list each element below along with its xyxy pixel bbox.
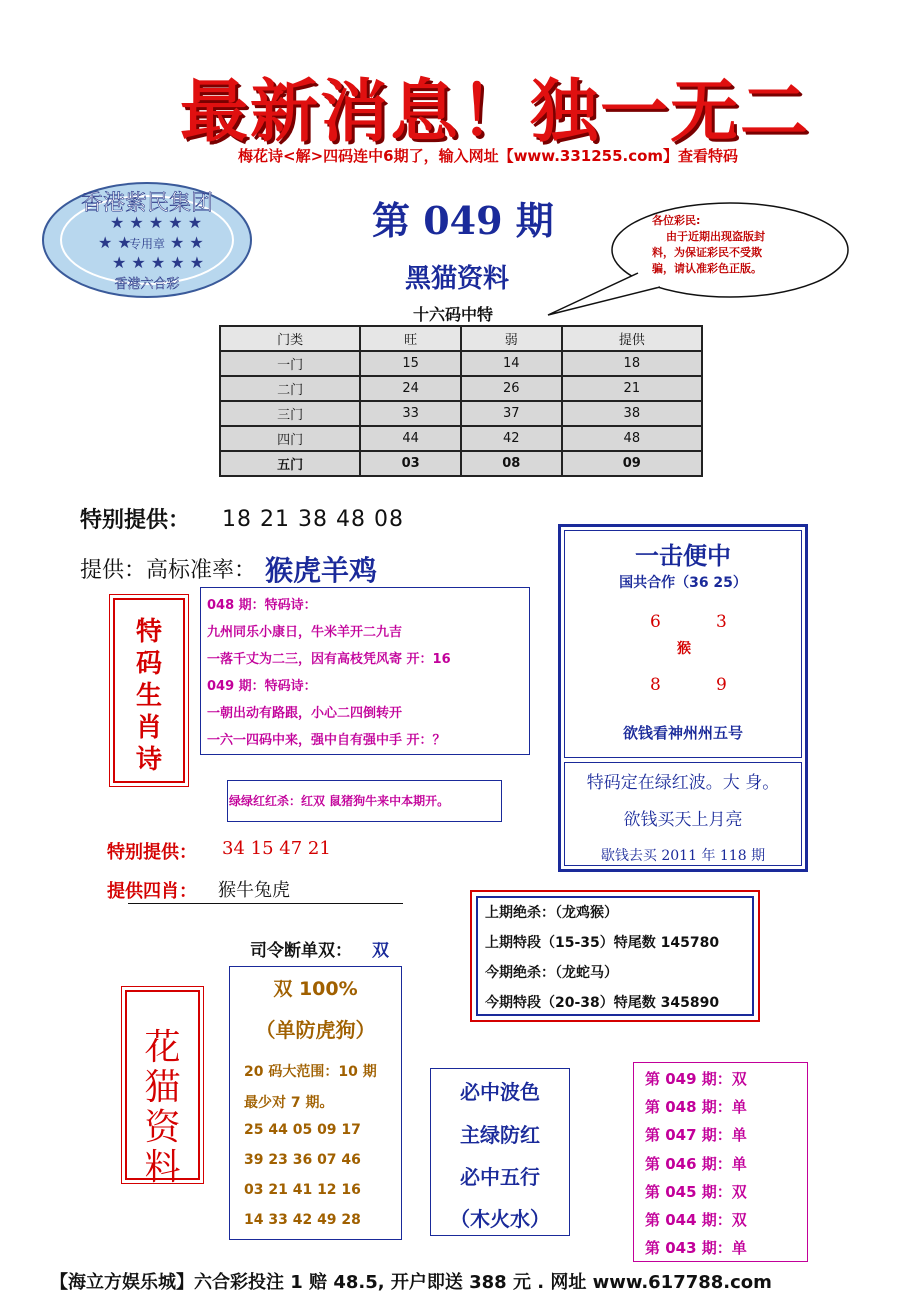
period-item: 第 044 期：双: [645, 1211, 747, 1229]
special-numbers: 18 21 38 48 08: [222, 507, 404, 532]
issue-number: 第 049 期: [372, 198, 554, 243]
table-row: [220, 401, 702, 426]
svg-text:★ ★: ★ ★: [170, 233, 204, 252]
svg-text:★ ★: ★ ★: [98, 233, 132, 252]
svg-text:★ ★ ★ ★ ★: ★ ★ ★ ★ ★: [112, 253, 205, 272]
table-header-row: [220, 326, 702, 351]
yiji-title: 一击便中: [635, 541, 731, 570]
yiji-n4: 9: [716, 675, 727, 695]
table-row: [220, 426, 702, 451]
wave-line: 必中五行: [460, 1165, 540, 1189]
table-header: 旺: [360, 326, 461, 351]
wave-line: 主绿防红: [460, 1123, 540, 1147]
yiji-n3: 8: [650, 675, 661, 695]
svg-text:★ ★ ★ ★ ★: ★ ★ ★ ★ ★: [110, 213, 203, 232]
sixteen-code-table: [219, 325, 703, 477]
poem-line: 048 期：特码诗：: [207, 598, 317, 613]
poem-line: 049 期：特码诗：: [207, 679, 317, 694]
table-cell: 37: [461, 401, 562, 426]
table-cell: 一门: [220, 351, 360, 376]
bubble-line: 由于近期出现盗版封: [666, 230, 765, 243]
double-row: 14 33 42 49 28: [244, 1212, 361, 1228]
table-cell: 42: [461, 426, 562, 451]
bubble-line: 各位彩民:: [652, 214, 701, 227]
poem-line: 一落千丈为二三，因有高枝凭风寄 开：16: [207, 652, 451, 667]
table-cell: 14: [461, 351, 562, 376]
bubble-line: 骗，请认准彩色正版。: [652, 262, 762, 275]
yiji-n1: 6: [650, 612, 661, 632]
table-cell: 44: [360, 426, 461, 451]
divider: [128, 903, 403, 904]
table-cell: 38: [562, 401, 702, 426]
yiji-line1: 欲钱看神州州五号: [622, 724, 743, 742]
special2-label: 特别提供：: [107, 842, 197, 863]
kill-line: 今期特段（20-38）特尾数 345890: [485, 995, 720, 1011]
green-red-kill: 绿绿红红杀：红双 鼠猪狗牛来中本期开。: [229, 794, 450, 808]
table-cell: 18: [562, 351, 702, 376]
table-cell: 四门: [220, 426, 360, 451]
poem-line: 一朝出动有路跟，小心二四倒转开: [207, 706, 403, 721]
table-row: [220, 376, 702, 401]
double-row: 39 23 36 07 46: [244, 1152, 361, 1168]
table-cell: 08: [461, 451, 562, 476]
period-item: 第 047 期：单: [645, 1126, 747, 1144]
table-header: 提供: [562, 326, 702, 351]
period-item: 第 043 期：单: [645, 1239, 747, 1257]
heimao-subtitle: 十六码中特: [413, 305, 494, 324]
yiji-line3: 欲钱买天上月亮: [623, 810, 743, 830]
table-cell: 24: [360, 376, 461, 401]
siling-label: 司令断单双：: [250, 941, 352, 961]
table-cell: 33: [360, 401, 461, 426]
kill-line: 上期绝杀：（龙鸡猴）: [485, 905, 618, 921]
table-header: 门类: [220, 326, 360, 351]
svg-text:香港六合彩: 香港六合彩: [114, 277, 180, 292]
svg-text:专用章: 专用章: [128, 237, 166, 251]
tmsx-title: 特 码 生 肖 诗: [135, 617, 162, 775]
yiji-subtitle: 国共合作（36 25）: [619, 575, 747, 591]
double-line2: （单防虎狗）: [255, 1018, 376, 1042]
table-cell: 09: [562, 451, 702, 476]
table-cell: 48: [562, 426, 702, 451]
four-value: 猴牛兔虎: [218, 880, 290, 901]
table-row: [220, 451, 702, 476]
tigao-label: 提供：高标准率：: [80, 558, 257, 583]
four-label: 提供四肖：: [107, 881, 197, 902]
svg-text:香港紫民集团: 香港紫民集团: [80, 191, 214, 216]
bubble-notice: [652, 213, 802, 277]
table-cell: 03: [360, 451, 461, 476]
period-item: 第 045 期：双: [645, 1183, 747, 1201]
yiji-line2: 特码定在绿红波。大 身。: [586, 773, 780, 793]
double-line3: 20 码大范围：10 期: [244, 1064, 377, 1080]
bubble-line: 料，为保证彩民不受欺: [652, 246, 762, 259]
table-header: 弱: [461, 326, 562, 351]
double-line4: 最少对 7 期。: [244, 1095, 334, 1111]
headline: 最新消息！独一无二: [180, 72, 811, 152]
wave-line: 必中波色: [460, 1080, 540, 1104]
subline: 梅花诗<解>四码连中6期了，输入网址【www.331255.com】查看特码: [238, 147, 739, 165]
table-cell: 26: [461, 376, 562, 401]
wave-line: （木火水）: [450, 1207, 550, 1231]
kill-line: 上期特段（15-35）特尾数 145780: [485, 935, 720, 951]
poem-line: 九州同乐小康日，牛米羊开二九吉: [207, 625, 403, 640]
kill-line: 今期绝杀：（龙蛇马）: [485, 965, 618, 981]
table-cell: 二门: [220, 376, 360, 401]
period-item: 第 049 期：双: [645, 1070, 747, 1088]
yiji-animal: 猴: [677, 641, 691, 657]
period-item: 第 046 期：单: [645, 1155, 747, 1173]
yiji-line4: 歇钱去买 2011 年 118 期: [600, 848, 766, 864]
table-cell: 21: [562, 376, 702, 401]
special-label: 特别提供：: [80, 508, 191, 533]
seal-stamp: [40, 180, 255, 300]
period-item: 第 048 期：单: [645, 1098, 747, 1116]
double-row: 25 44 05 09 17: [244, 1122, 361, 1138]
heimao-title: 黑猫资料: [405, 264, 510, 294]
table-row: [220, 351, 702, 376]
double-row: 03 21 41 12 16: [244, 1182, 361, 1198]
footer-ad: 【海立方娱乐城】六合彩投注 1 赔 48.5, 开户即送 388 元 . 网址 www.617788.com: [50, 1272, 772, 1293]
yiji-n2: 3: [716, 612, 727, 632]
table-cell: 三门: [220, 401, 360, 426]
table-cell: 五门: [220, 451, 360, 476]
poem-line: 一六一四码中来，强中自有强中手 开：？: [207, 733, 446, 748]
double-line1: 双 100%: [273, 978, 358, 1000]
siling-value: 双: [372, 941, 389, 961]
huamao-title: 花 猫 资 料: [144, 1027, 181, 1188]
table-cell: 15: [360, 351, 461, 376]
special2-numbers: 34 15 47 21: [222, 838, 331, 859]
tigao-value: 猴虎羊鸡: [265, 554, 378, 587]
